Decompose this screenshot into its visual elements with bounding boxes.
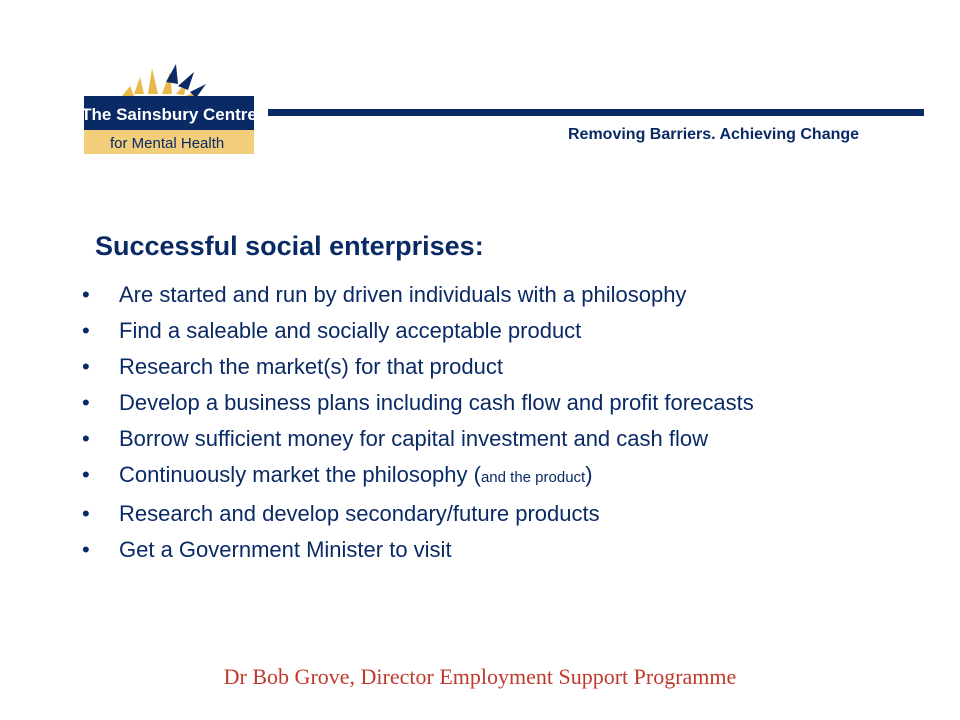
bullet-icon: • <box>82 501 90 526</box>
bullet-text: Research the market(s) for that product <box>119 354 503 379</box>
logo-line-2: for Mental Health <box>110 135 225 152</box>
header-divider <box>268 109 924 116</box>
logo-line-1: The Sainsbury Centre <box>81 105 257 124</box>
bullet-list <box>78 280 938 571</box>
list-item <box>78 280 938 309</box>
bullet-icon: • <box>82 390 90 415</box>
bullet-icon: • <box>82 537 90 562</box>
bullet-text: Continuously market the philosophy ( <box>119 462 481 487</box>
bullet-text-small: and the product <box>480 469 586 486</box>
bullet-icon: • <box>82 354 90 379</box>
bullet-icon: • <box>82 462 90 487</box>
bullet-icon: • <box>82 426 90 451</box>
list-item <box>78 424 938 453</box>
list-item <box>78 460 938 492</box>
list-item <box>78 352 938 381</box>
list-item <box>78 388 839 417</box>
bullet-text-close: ) <box>585 462 593 487</box>
list-item <box>78 316 938 345</box>
footer-credit: Dr Bob Grove, Director Employment Support Programme <box>223 664 737 689</box>
list-item <box>78 499 938 528</box>
tagline: Removing Barriers. Achieving Change <box>568 126 860 143</box>
sun-rays-icon <box>122 64 206 100</box>
sainsbury-centre-logo <box>78 62 260 158</box>
list-item <box>78 535 938 564</box>
bullet-icon: • <box>82 282 90 307</box>
bullet-text: Find a saleable and socially acceptable product <box>119 318 582 343</box>
bullet-text: Develop a business plans including cash flow and profit forecasts <box>119 390 754 415</box>
bullet-text: Borrow sufficient money for capital investment and cash flow <box>119 426 708 451</box>
bullet-text: Are started and run by driven individuals with a philosophy <box>119 282 687 307</box>
bullet-text: Get a Government Minister to visit <box>119 537 452 562</box>
bullet-icon: • <box>82 318 90 343</box>
slide-title: Successful social enterprises: <box>95 231 484 261</box>
bullet-text: Research and develop secondary/future products <box>119 501 600 526</box>
